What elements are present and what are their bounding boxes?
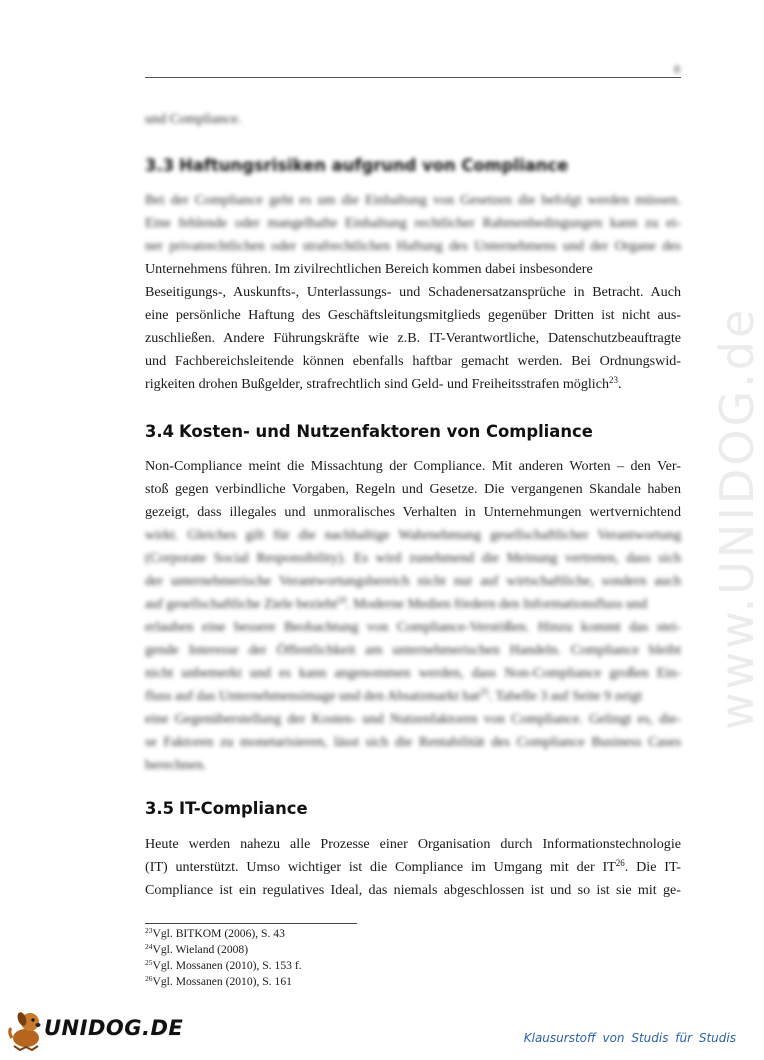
footnote-mark: 26 bbox=[145, 974, 153, 983]
section-title: Kosten- und Nutzenfaktoren von Compliance bbox=[179, 422, 593, 441]
text-line: gezeigt, dass illegales und unmoralisches Verhalten in Unternehmungen wertvernichtend bbox=[145, 504, 681, 520]
section-number: 3.5 bbox=[145, 799, 175, 818]
section-heading-3-5 bbox=[145, 799, 308, 818]
page-number: 8 bbox=[674, 62, 680, 76]
text-line: (Corporate Social Responsibility). Es wird zunehmend die Meinung vertreten, dass sich bbox=[145, 550, 681, 566]
text-segment: . Tabelle 3 auf Seite 9 zeigt bbox=[488, 688, 642, 704]
footnote bbox=[145, 942, 248, 958]
text-line: se Faktoren zu monetarisieren, lässt sich die Rentabilität des Compliance Business Cases bbox=[145, 734, 681, 750]
paragraph-continuation: und Compliance. bbox=[145, 111, 242, 127]
text-line: gende Interesse der Öffentlichkeit am unternehmerischen Handeln. Compliance bleibt bbox=[145, 642, 681, 658]
tagline: Klausurstoff von Studis für Studis bbox=[523, 1031, 736, 1045]
text-line: eine Gegenüberstellung der Kosten- und Nutzenfaktoren von Compliance. Gelingt es, die- bbox=[145, 711, 681, 727]
text-line: stoß gegen verbindliche Vorgaben, Regeln und Gesetze. Die vergangenen Skandale haben bbox=[145, 481, 681, 497]
text-line: erlauben eine bessere Beobachtung von Compliance-Verstößen. Hinzu kommt das stei- bbox=[145, 619, 681, 635]
footnote-ref[interactable]: 24 bbox=[337, 595, 347, 605]
text-line: wirkt. Gleiches gilt für die nachhaltige Wahrnehmung gesellschaftlicher Verantwortung bbox=[145, 527, 681, 543]
text-line: Compliance ist ein regulatives Ideal, das niemals abgeschlossen ist und so ist sie mit ge- bbox=[145, 882, 681, 898]
text-line: Eine fehlende oder mangelhafte Einhaltung rechtlicher Rahmenbedingungen kann zu ei- bbox=[145, 215, 681, 231]
text-line: nicht unbemerkt und es kann angenommen werden, dass Non-Compliance großen Ein- bbox=[145, 665, 681, 681]
footnote bbox=[145, 926, 285, 942]
section-title: Haftungsrisiken aufgrund von Compliance bbox=[179, 156, 569, 175]
footnote-text: Vgl. Mossanen (2010), S. 153 f. bbox=[152, 959, 302, 972]
text-line: eine persönliche Haftung des Geschäftsleitungsmitglieds gegenüber Dritten ist nicht aus- bbox=[145, 307, 681, 323]
footnote-ref[interactable]: 26 bbox=[615, 858, 625, 868]
section-title: IT-Compliance bbox=[179, 799, 308, 818]
footnote-mark: 23 bbox=[145, 926, 153, 935]
text-segment: (IT) unterstützt. Umso wichtiger ist die Compliance im Umgang mit der IT bbox=[145, 859, 616, 875]
footnote bbox=[145, 974, 292, 990]
text-line: berechnen. bbox=[145, 757, 207, 773]
text-line: ner privatrechtlichen oder strafrechtlichen Haftung des Unternehmens und der Organe des bbox=[145, 238, 681, 254]
text-segment: rigkeiten drohen Bußgelder, strafrechtlich sind Geld- und Freiheitsstrafen möglich bbox=[145, 376, 610, 392]
footnote-mark: 24 bbox=[145, 942, 153, 951]
text-line: rigkeiten drohen Bußgelder, strafrechtlich sind Geld- und Freiheitsstrafen möglich$^{23}$. bbox=[145, 375, 622, 392]
unidog-logo[interactable] bbox=[6, 1008, 184, 1052]
text-line bbox=[145, 595, 681, 614]
section-number: 3.3 bbox=[145, 156, 175, 175]
text-segment: . Moderne Medien fördern den Informationsfluss und bbox=[346, 596, 648, 612]
text-line bbox=[145, 687, 681, 706]
text-segment: fluss auf das Unternehmensimage und den Absatzmarkt hat bbox=[145, 688, 480, 704]
text-line: und Fachbereichsleitende können ebenfalls haftbar gemacht werden. Bei Ordnungswid- bbox=[145, 353, 681, 369]
footnote-text: Vgl. Mossanen (2010), S. 161 bbox=[152, 975, 292, 988]
logo-text: UNIDOG.DE bbox=[44, 1016, 184, 1040]
text-line: zuschließen. Andere Führungskräfte wie z.B. IT-Verantwortliche, Datenschutzbeauftragte bbox=[145, 330, 681, 346]
text-line: Bei der Compliance geht es um die Einhaltung von Gesetzen die befolgt werden müssen. bbox=[145, 192, 681, 208]
footnote-text: Vgl. BITKOM (2006), S. 43 bbox=[152, 927, 285, 940]
footnote-mark: 25 bbox=[145, 958, 153, 967]
text-line: Non-Compliance meint die Missachtung der Compliance. Mit anderen Worten – den Ver- bbox=[145, 458, 681, 474]
footnote-rule bbox=[145, 923, 357, 924]
section-number: 3.4 bbox=[145, 422, 175, 441]
footnote bbox=[145, 958, 302, 974]
text-segment: . Die IT- bbox=[624, 859, 681, 875]
footnote-ref[interactable]: 25 bbox=[479, 687, 489, 697]
header-rule bbox=[145, 77, 681, 78]
watermark: www.UNIDOG.de bbox=[710, 306, 764, 730]
text-line: der unternehmerische Verantwortungsbereich nicht nur auf wirtschaftliche, sondern auch bbox=[145, 573, 681, 589]
text-segment: auf gesellschaftliche Ziele bezieht bbox=[145, 596, 338, 612]
text-line: Heute werden nahezu alle Prozesse einer Organisation durch Informationstechnologie bbox=[145, 836, 681, 852]
dog-mascot-icon bbox=[6, 1008, 46, 1052]
text-line bbox=[145, 858, 681, 877]
text-line: Unternehmens führen. Im zivilrechtlichen Bereich kommen dabei insbesondere bbox=[145, 261, 593, 277]
footnote-text: Vgl. Wieland (2008) bbox=[152, 943, 249, 956]
text-line: Beseitigungs-, Auskunfts-, Unterlassungs- und Schadenersatzansprüche in Betracht. Auch bbox=[145, 284, 681, 300]
footnote-ref[interactable]: 23 bbox=[609, 375, 619, 385]
section-heading-3-3 bbox=[145, 156, 568, 175]
section-heading-3-4 bbox=[145, 422, 593, 441]
